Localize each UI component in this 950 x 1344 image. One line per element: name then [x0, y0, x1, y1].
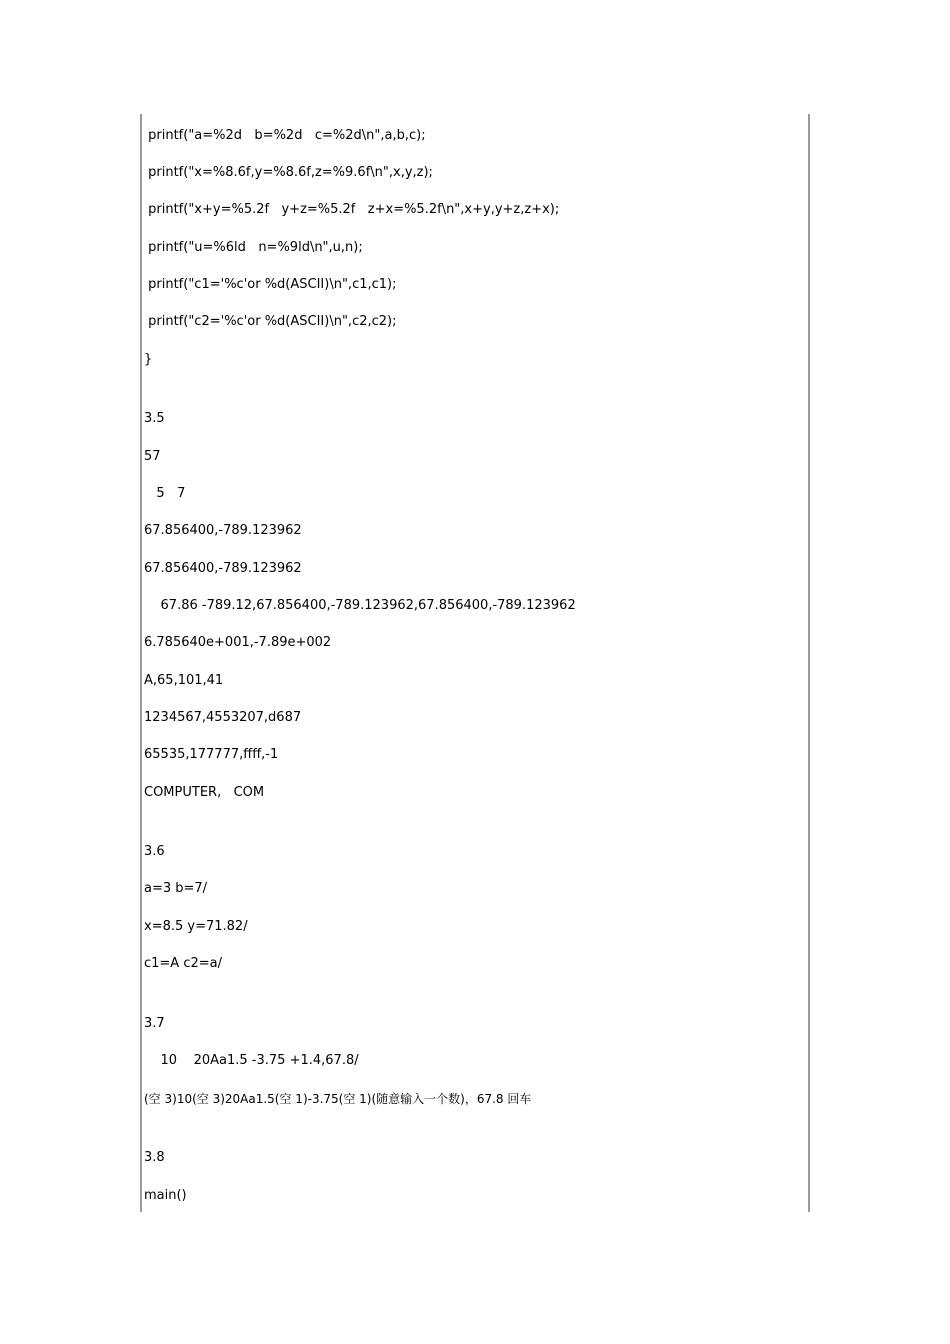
output-line: 1234567,4553207,d687 — [144, 710, 302, 725]
section-heading: 3.5 — [144, 411, 165, 426]
input-line: x=8.5 y=71.82/ — [144, 919, 248, 934]
output-line: COMPUTER, COM — [144, 785, 265, 800]
output-line: 67.86 -789.12,67.856400,-789.123962,67.856400,-789.123962 — [144, 598, 576, 613]
output-line: A,65,101,41 — [144, 673, 224, 688]
output-line: 65535,177777,ffff,-1 — [144, 747, 279, 762]
output-line: 67.856400,-789.123962 — [144, 523, 302, 538]
input-line: 10 20Aa1.5 -3.75 +1.4,67.8/ — [144, 1053, 359, 1068]
code-line: main() — [144, 1188, 187, 1203]
section-heading: 3.7 — [144, 1016, 165, 1031]
explanation-line: (空 3)10(空 3)20Aa1.5(空 1)-3.75(空 1)(随意输入一个数)，67.8 回车 — [144, 1092, 532, 1106]
code-line: printf("u=%6ld n=%9ld\n",u,n); — [144, 240, 363, 255]
code-line: printf("x=%8.6f,y=%8.6f,z=%9.6f\n",x,y,z); — [144, 165, 433, 180]
output-line: 57 — [144, 449, 161, 464]
output-line: 67.856400,-789.123962 — [144, 561, 302, 576]
output-line: 6.785640e+001,-7.89e+002 — [144, 635, 332, 650]
code-line: printf("x+y=%5.2f y+z=%5.2f z+x=%5.2f\n",x+y,y+z,z+x); — [144, 202, 560, 217]
input-line: a=3 b=7/ — [144, 881, 208, 896]
output-line: 5 7 — [144, 486, 186, 501]
section-heading: 3.6 — [144, 844, 165, 859]
code-line: printf("a=%2d b=%2d c=%2d\n",a,b,c); — [144, 128, 426, 143]
code-line: printf("c1='%c'or %d(ASCII)\n",c1,c1); — [144, 277, 397, 292]
section-heading: 3.8 — [144, 1150, 165, 1165]
input-line: c1=A c2=a/ — [144, 956, 222, 971]
code-line: printf("c2='%c'or %d(ASCII)\n",c2,c2); — [144, 314, 397, 329]
code-line: } — [144, 352, 153, 367]
